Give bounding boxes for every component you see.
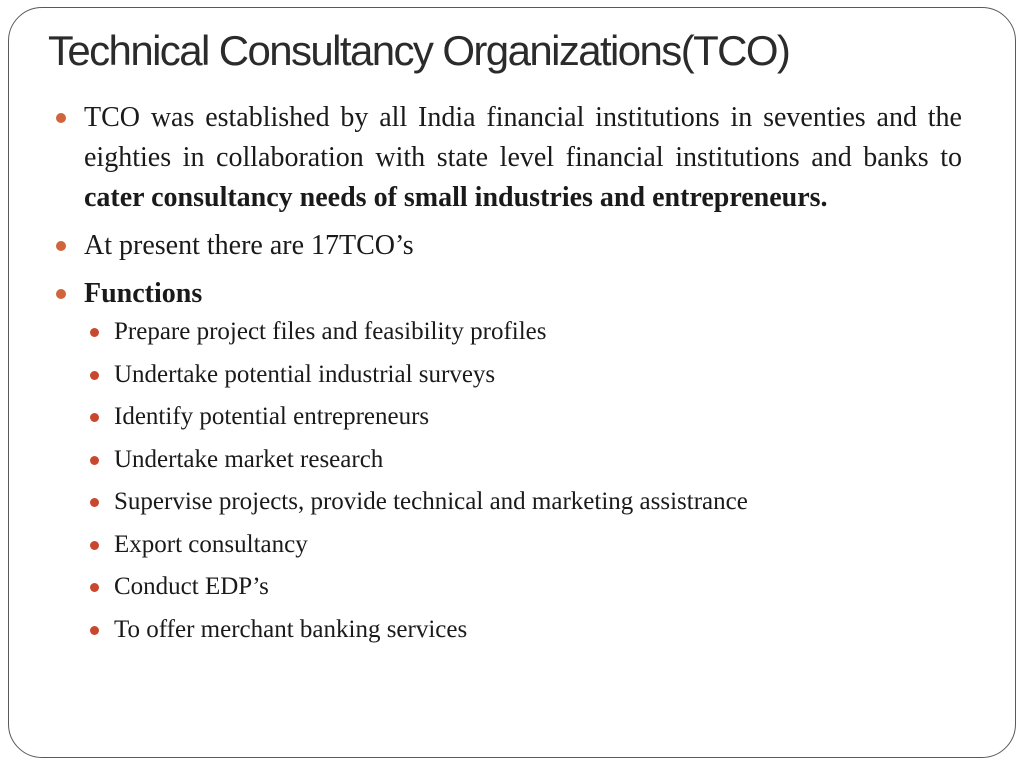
bullet-tco-established <box>50 98 962 218</box>
list-item <box>84 614 962 646</box>
bullet-dot-icon <box>56 289 66 299</box>
bullet-text: TCO was established by all India financial institutions in seventies and the eighties in collaboration with state level financial institutions and banks to <box>84 102 962 173</box>
bullet-present-count <box>50 226 962 266</box>
bullet-dot-icon <box>56 113 66 123</box>
list-item <box>84 444 962 476</box>
list-item-text: Export consultancy <box>114 530 308 558</box>
list-item-text: Identify potential entrepreneurs <box>114 403 430 430</box>
list-item-text: Undertake market research <box>114 445 384 473</box>
list-item <box>84 486 962 518</box>
list-item <box>84 359 962 391</box>
bullet-text: Functions <box>84 278 203 309</box>
sub-bullet-dot-icon <box>90 371 99 380</box>
sub-bullet-dot-icon <box>90 456 99 465</box>
bullet-dot-icon <box>56 241 66 251</box>
sub-bullet-dot-icon <box>90 328 99 337</box>
sub-bullet-dot-icon <box>90 541 99 550</box>
list-item-text: Conduct EDP’s <box>114 573 269 600</box>
slide-title: Technical Consultancy Organizations(TCO) <box>48 27 790 74</box>
list-item-text: Undertake potential industrial surveys <box>114 360 496 388</box>
list-item-text: To offer merchant banking services <box>114 615 468 643</box>
list-item <box>84 401 962 433</box>
sub-bullet-dot-icon <box>90 583 99 592</box>
sub-bullet-dot-icon <box>90 626 99 635</box>
sub-bullet-dot-icon <box>90 413 99 422</box>
sub-bullet-dot-icon <box>90 498 99 507</box>
bullet-functions-heading <box>50 274 962 314</box>
slide-content <box>50 98 962 656</box>
list-item-text: Supervise projects, provide technical and marketing assistrance <box>114 488 748 515</box>
bullet-text-emphasis: cater consultancy needs of small industries and entrepreneurs. <box>84 182 828 213</box>
list-item-text: Prepare project files and feasibility profiles <box>114 318 547 345</box>
list-item <box>84 316 962 348</box>
bullet-text: At present there are 17TCO’s <box>84 230 414 261</box>
list-item <box>84 571 962 603</box>
functions-list <box>50 316 962 646</box>
list-item <box>84 529 962 561</box>
